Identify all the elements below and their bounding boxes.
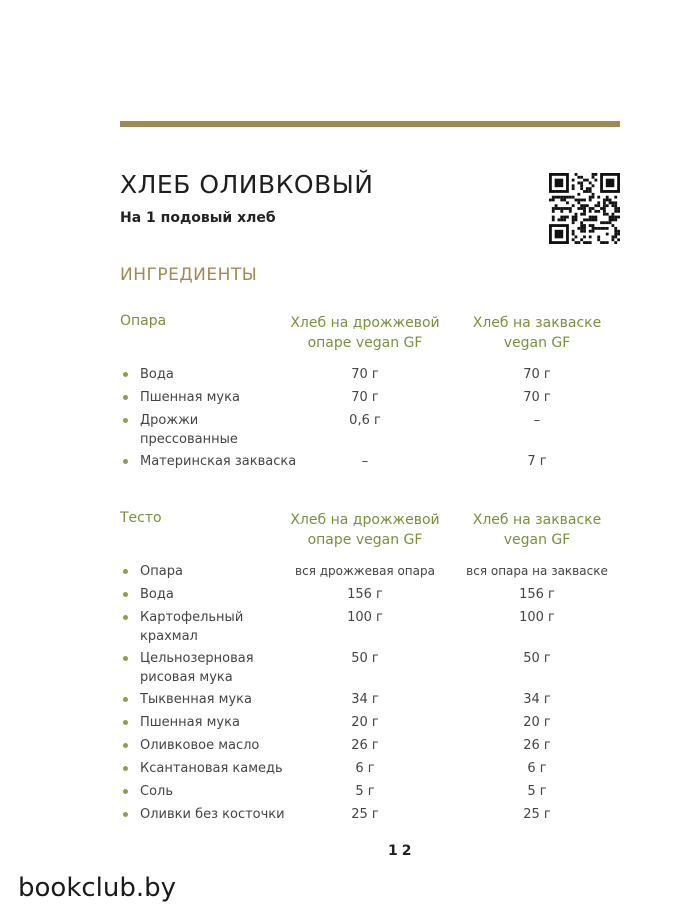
- table-header: [120, 510, 620, 562]
- amount-sourdough: 6 г: [527, 761, 547, 776]
- ingredient-name: Цельнозерновая рисовая мука: [140, 651, 254, 685]
- amount-sourdough: вся опара на закваске: [466, 564, 608, 578]
- ingredient-name: Оливковое масло: [140, 738, 260, 753]
- bullet-icon: [123, 615, 128, 620]
- ingredient-name: Тыквенная мука: [140, 692, 252, 707]
- bullet-icon: [123, 372, 128, 377]
- group-name: Тесто: [120, 510, 162, 526]
- amount-yeast: 100 г: [347, 610, 383, 625]
- page-title: ХЛЕБ ОЛИВКОВЫЙ: [120, 170, 374, 199]
- amount-yeast: 20 г: [351, 715, 379, 730]
- amount-sourdough: 25 г: [523, 807, 551, 822]
- ingredient-name: Оливки без косточки: [140, 807, 285, 822]
- ingredient-name: Вода: [140, 587, 174, 602]
- amount-sourdough: 20 г: [523, 715, 551, 730]
- bullet-icon: [123, 766, 128, 771]
- column-header-yeast: Хлеб на дрожжевой опаре vegan GF: [290, 315, 440, 351]
- ingredient-name: Ксантановая камедь: [140, 761, 283, 776]
- amount-yeast: 5 г: [355, 784, 375, 799]
- ingredients-heading: ИНГРЕДИЕНТЫ: [120, 265, 258, 285]
- bullet-icon: [123, 592, 128, 597]
- table-row: [120, 411, 620, 452]
- amount-sourdough: –: [533, 413, 541, 428]
- amount-yeast: вся дрожжевая опара: [295, 564, 435, 578]
- amount-sourdough: 156 г: [519, 587, 555, 602]
- table-row: [120, 649, 620, 690]
- table-row: [120, 690, 620, 713]
- ingredient-name: Пшенная мука: [140, 715, 240, 730]
- table-row: [120, 713, 620, 736]
- amount-sourdough: 5 г: [527, 784, 547, 799]
- amount-yeast: –: [361, 454, 369, 469]
- amount-sourdough: 100 г: [519, 610, 555, 625]
- ingredient-name: Опара: [140, 564, 183, 579]
- top-rule: [120, 121, 620, 127]
- amount-yeast: 50 г: [351, 651, 379, 666]
- bullet-icon: [123, 720, 128, 725]
- starter-table: [120, 313, 620, 475]
- bullet-icon: [123, 459, 128, 464]
- amount-yeast: 26 г: [351, 738, 379, 753]
- amount-yeast: 70 г: [351, 390, 379, 405]
- table-header: [120, 313, 620, 365]
- amount-yeast: 0,6 г: [349, 413, 381, 428]
- page-number: 12: [388, 843, 416, 859]
- amount-sourdough: 50 г: [523, 651, 551, 666]
- watermark: bookclub.by: [18, 873, 177, 903]
- dough-table: [120, 510, 620, 828]
- table-row: [120, 805, 620, 828]
- amount-sourdough: 26 г: [523, 738, 551, 753]
- ingredient-name: Пшенная мука: [140, 390, 240, 405]
- column-header-sourdough: Хлеб на закваске vegan GF: [472, 512, 602, 548]
- table-row: [120, 562, 620, 585]
- amount-yeast: 6 г: [355, 761, 375, 776]
- qr-code[interactable]: [549, 173, 620, 244]
- group-name: Опара: [120, 313, 167, 329]
- amount-yeast: 156 г: [347, 587, 383, 602]
- bullet-icon: [123, 743, 128, 748]
- column-header-yeast: Хлеб на дрожжевой опаре vegan GF: [290, 512, 440, 548]
- table-row: [120, 759, 620, 782]
- table-row: [120, 452, 620, 475]
- amount-sourdough: 70 г: [523, 367, 551, 382]
- table-row: [120, 585, 620, 608]
- amount-sourdough: 7 г: [527, 454, 547, 469]
- ingredient-name: Дрожжи прессованные: [140, 413, 238, 447]
- bullet-icon: [123, 812, 128, 817]
- ingredient-name: Картофельный крахмал: [140, 610, 244, 644]
- bullet-icon: [123, 395, 128, 400]
- amount-yeast: 34 г: [351, 692, 379, 707]
- amount-yeast: 25 г: [351, 807, 379, 822]
- ingredient-name: Материнская закваска: [140, 454, 297, 469]
- amount-yeast: 70 г: [351, 367, 379, 382]
- column-header-sourdough: Хлеб на закваске vegan GF: [472, 315, 602, 351]
- ingredient-name: Соль: [140, 784, 174, 799]
- table-row: [120, 608, 620, 649]
- table-row: [120, 736, 620, 759]
- ingredient-name: Вода: [140, 367, 174, 382]
- bullet-icon: [123, 789, 128, 794]
- table-row: [120, 388, 620, 411]
- amount-sourdough: 34 г: [523, 692, 551, 707]
- bullet-icon: [123, 656, 128, 661]
- recipe-yield: На 1 подовый хлеб: [120, 210, 276, 226]
- bullet-icon: [123, 418, 128, 423]
- bullet-icon: [123, 697, 128, 702]
- table-row: [120, 782, 620, 805]
- bullet-icon: [123, 569, 128, 574]
- table-row: [120, 365, 620, 388]
- amount-sourdough: 70 г: [523, 390, 551, 405]
